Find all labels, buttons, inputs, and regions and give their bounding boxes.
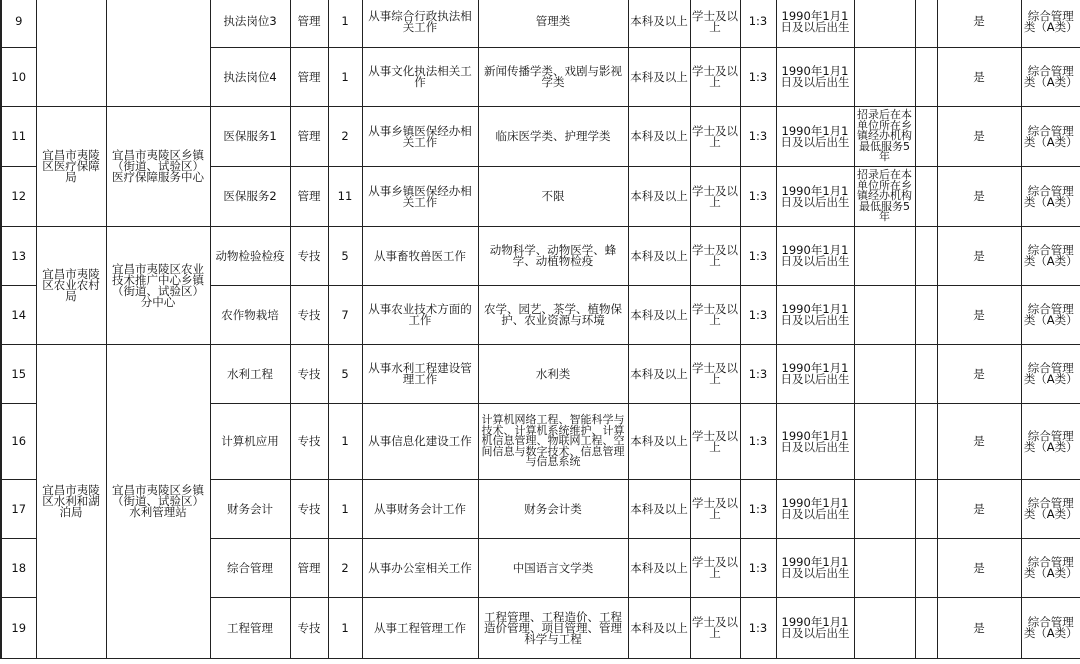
cell-post: 执法岗位4 [210,48,290,107]
cell-no: 19 [1,598,36,659]
cell-post: 动物检验检疫 [210,227,290,286]
cell-ratio: 1:3 [740,598,776,659]
cell-age: 1990年1月1日及以后出生 [776,404,854,480]
cell-no: 16 [1,404,36,480]
cell-type: 管理 [290,48,328,107]
cell-age: 1990年1月1日及以后出生 [776,107,854,167]
cell-ratio: 1:3 [740,107,776,167]
table-row [1,0,1080,48]
cell-age: 1990年1月1日及以后出生 [776,345,854,404]
cell-age: 1990年1月1日及以后出生 [776,48,854,107]
cell-exam: 综合管理类（A类） [1021,0,1080,48]
cell-no: 14 [1,286,36,345]
cell-extra [915,0,937,48]
cell-post: 农作物栽培 [210,286,290,345]
cell-dept: 宜昌市夷陵区农业农村局 [36,227,106,345]
cell-count: 1 [328,480,362,539]
cell-duty: 从事乡镇医保经办相关工作 [362,167,478,227]
cell-unit [106,0,210,107]
cell-no: 9 [1,0,36,48]
cell-edu: 本科及以上 [628,598,690,659]
cell-degree: 学士及以上 [690,404,740,480]
cell-ratio: 1:3 [740,167,776,227]
cell-extra [915,480,937,539]
cell-other [854,286,915,345]
cell-ratio: 1:3 [740,404,776,480]
cell-yes: 是 [937,480,1021,539]
cell-edu: 本科及以上 [628,404,690,480]
cell-unit: 宜昌市夷陵区乡镇（街道、试验区）水利管理站 [106,345,210,659]
cell-other [854,0,915,48]
cell-post: 水利工程 [210,345,290,404]
cell-type: 管理 [290,167,328,227]
cell-major: 新闻传播学类、戏剧与影视学类 [478,48,628,107]
cell-unit: 宜昌市夷陵区农业技术推广中心乡镇（街道、试验区）分中心 [106,227,210,345]
table-row [1,227,1080,286]
cell-exam: 综合管理类（A类） [1021,539,1080,598]
cell-major: 中国语言文学类 [478,539,628,598]
cell-yes: 是 [937,167,1021,227]
cell-degree: 学士及以上 [690,539,740,598]
cell-edu: 本科及以上 [628,167,690,227]
table-row [1,107,1080,167]
cell-yes: 是 [937,404,1021,480]
cell-degree: 学士及以上 [690,286,740,345]
cell-duty: 从事综合行政执法相关工作 [362,0,478,48]
cell-dept [36,0,106,107]
cell-yes: 是 [937,598,1021,659]
cell-ratio: 1:3 [740,48,776,107]
cell-exam: 综合管理类（A类） [1021,167,1080,227]
cell-extra [915,48,937,107]
cell-exam: 综合管理类（A类） [1021,286,1080,345]
cell-other [854,345,915,404]
cell-ratio: 1:3 [740,286,776,345]
cell-dept: 宜昌市夷陵区水利和湖泊局 [36,345,106,659]
cell-duty: 从事畜牧兽医工作 [362,227,478,286]
cell-duty: 从事工程管理工作 [362,598,478,659]
cell-major: 不限 [478,167,628,227]
cell-count: 1 [328,404,362,480]
cell-post: 工程管理 [210,598,290,659]
cell-duty: 从事财务会计工作 [362,480,478,539]
cell-exam: 综合管理类（A类） [1021,404,1080,480]
cell-degree: 学士及以上 [690,480,740,539]
cell-count: 1 [328,598,362,659]
cell-duty: 从事水利工程建设管理工作 [362,345,478,404]
cell-count: 2 [328,539,362,598]
cell-count: 11 [328,167,362,227]
cell-edu: 本科及以上 [628,227,690,286]
cell-degree: 学士及以上 [690,598,740,659]
cell-other [854,227,915,286]
cell-age: 1990年1月1日及以后出生 [776,480,854,539]
cell-edu: 本科及以上 [628,480,690,539]
cell-exam: 综合管理类（A类） [1021,480,1080,539]
cell-degree: 学士及以上 [690,0,740,48]
cell-other: 招录后在本单位所在乡镇经办机构最低服务5年 [854,107,915,167]
cell-count: 7 [328,286,362,345]
cell-no: 17 [1,480,36,539]
cell-extra [915,539,937,598]
cell-no: 13 [1,227,36,286]
cell-duty: 从事办公室相关工作 [362,539,478,598]
cell-yes: 是 [937,345,1021,404]
cell-degree: 学士及以上 [690,345,740,404]
cell-post: 综合管理 [210,539,290,598]
cell-other [854,480,915,539]
cell-ratio: 1:3 [740,480,776,539]
cell-other [854,598,915,659]
table-row [1,345,1080,404]
cell-ratio: 1:3 [740,0,776,48]
cell-type: 专技 [290,480,328,539]
cell-extra [915,598,937,659]
cell-ratio: 1:3 [740,539,776,598]
cell-edu: 本科及以上 [628,107,690,167]
cell-degree: 学士及以上 [690,227,740,286]
cell-duty: 从事信息化建设工作 [362,404,478,480]
cell-extra [915,345,937,404]
cell-age: 1990年1月1日及以后出生 [776,539,854,598]
cell-duty: 从事乡镇医保经办相关工作 [362,107,478,167]
cell-other [854,48,915,107]
cell-major: 动物科学、动物医学、蜂学、动植物检疫 [478,227,628,286]
cell-exam: 综合管理类（A类） [1021,345,1080,404]
cell-count: 2 [328,107,362,167]
cell-ratio: 1:3 [740,345,776,404]
cell-major: 财务会计类 [478,480,628,539]
cell-age: 1990年1月1日及以后出生 [776,167,854,227]
cell-major: 工程管理、工程造价、工程造价管理、项目管理、管理科学与工程 [478,598,628,659]
cell-type: 专技 [290,345,328,404]
cell-age: 1990年1月1日及以后出生 [776,286,854,345]
cell-duty: 从事文化执法相关工作 [362,48,478,107]
cell-exam: 综合管理类（A类） [1021,48,1080,107]
cell-yes: 是 [937,0,1021,48]
cell-count: 1 [328,0,362,48]
cell-count: 5 [328,345,362,404]
cell-type: 专技 [290,404,328,480]
cell-type: 专技 [290,598,328,659]
cell-major: 计算机网络工程、智能科学与技术、计算机系统维护、计算机信息管理、物联网工程、空间信息与数字技术、信息管理与信息系统 [478,404,628,480]
cell-no: 12 [1,167,36,227]
cell-post: 执法岗位3 [210,0,290,48]
cell-dept: 宜昌市夷陵区医疗保障局 [36,107,106,227]
cell-yes: 是 [937,539,1021,598]
cell-degree: 学士及以上 [690,48,740,107]
cell-no: 15 [1,345,36,404]
cell-duty: 从事农业技术方面的工作 [362,286,478,345]
cell-no: 11 [1,107,36,167]
cell-major: 农学、园艺、茶学、植物保护、农业资源与环境 [478,286,628,345]
cell-other [854,539,915,598]
cell-no: 18 [1,539,36,598]
cell-no: 10 [1,48,36,107]
cell-post: 计算机应用 [210,404,290,480]
cell-unit: 宜昌市夷陵区乡镇（街道、试验区）医疗保障服务中心 [106,107,210,227]
cell-post: 医保服务1 [210,107,290,167]
cell-extra [915,227,937,286]
cell-age: 1990年1月1日及以后出生 [776,0,854,48]
cell-major: 水利类 [478,345,628,404]
cell-post: 财务会计 [210,480,290,539]
cell-type: 专技 [290,227,328,286]
cell-age: 1990年1月1日及以后出生 [776,598,854,659]
cell-yes: 是 [937,286,1021,345]
cell-major: 临床医学类、护理学类 [478,107,628,167]
cell-age: 1990年1月1日及以后出生 [776,227,854,286]
cell-yes: 是 [937,48,1021,107]
cell-extra [915,404,937,480]
cell-other [854,404,915,480]
cell-exam: 综合管理类（A类） [1021,598,1080,659]
cell-type: 管理 [290,107,328,167]
cell-edu: 本科及以上 [628,0,690,48]
cell-edu: 本科及以上 [628,539,690,598]
cell-extra [915,286,937,345]
cell-edu: 本科及以上 [628,345,690,404]
cell-other: 招录后在本单位所在乡镇经办机构最低服务5年 [854,167,915,227]
cell-ratio: 1:3 [740,227,776,286]
cell-yes: 是 [937,107,1021,167]
cell-major: 管理类 [478,0,628,48]
cell-count: 5 [328,227,362,286]
cell-type: 管理 [290,539,328,598]
cell-extra [915,167,937,227]
cell-yes: 是 [937,227,1021,286]
cell-type: 专技 [290,286,328,345]
cell-degree: 学士及以上 [690,107,740,167]
cell-count: 1 [328,48,362,107]
cell-type: 管理 [290,0,328,48]
cell-edu: 本科及以上 [628,48,690,107]
cell-exam: 综合管理类（A类） [1021,227,1080,286]
cell-post: 医保服务2 [210,167,290,227]
cell-exam: 综合管理类（A类） [1021,107,1080,167]
cell-extra [915,107,937,167]
cell-degree: 学士及以上 [690,167,740,227]
cell-edu: 本科及以上 [628,286,690,345]
